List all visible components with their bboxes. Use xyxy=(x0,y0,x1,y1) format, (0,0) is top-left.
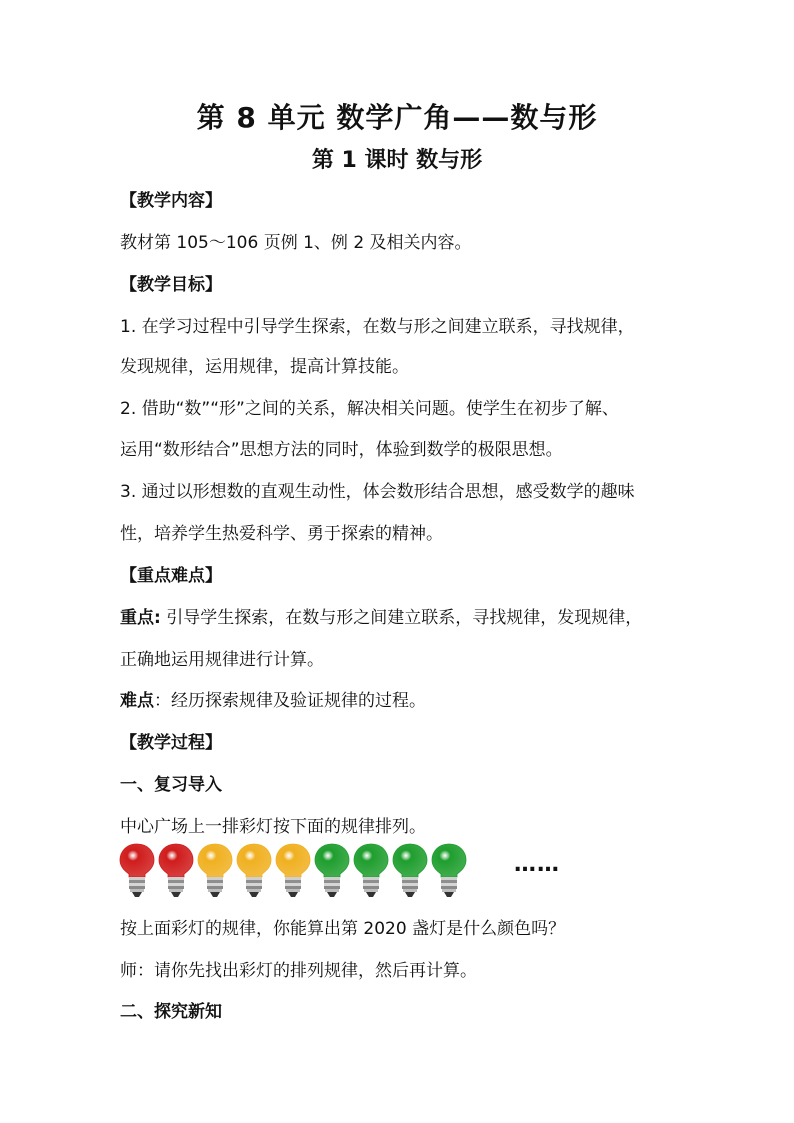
key-point-line-1 xyxy=(120,607,680,629)
light-bulb-icon xyxy=(196,842,234,898)
difficulty-line xyxy=(120,690,680,712)
part-1-text: 中心广场上一排彩灯按下面的规律排列。 xyxy=(120,817,426,837)
process-heading: 【教学过程】 xyxy=(120,733,222,753)
goals-heading: 【教学目标】 xyxy=(120,275,222,295)
content-heading: 【教学内容】 xyxy=(120,191,222,211)
teacher-text: 师：请你先找出彩灯的排列规律，然后再计算。 xyxy=(120,961,477,981)
key-point-label: 重点: xyxy=(120,608,161,628)
goal-3-line-2: 性，培养学生热爱科学、勇于探索的精神。 xyxy=(120,524,443,544)
part-1-heading: 一、复习导入 xyxy=(120,775,222,795)
light-bulb-icon xyxy=(235,842,273,898)
light-bulb-icon xyxy=(391,842,429,898)
key-point-text: 引导学生探索，在数与形之间建立联系，寻找规律，发现规律， xyxy=(160,608,643,628)
goal-1-line-2: 发现规律，运用规律，提高计算技能。 xyxy=(120,357,409,377)
question-text: 按上面彩灯的规律，你能算出第 2020 盏灯是什么颜色吗？ xyxy=(120,919,566,939)
key-point-line-2: 正确地运用规律进行计算。 xyxy=(120,650,324,670)
content-text: 教材第 105～106 页例 1、例 2 及相关内容。 xyxy=(120,233,472,253)
part-2-heading: 二、探究新知 xyxy=(120,1002,222,1022)
goal-1-line-1: 1. 在学习过程中引导学生探索，在数与形之间建立联系，寻找规律， xyxy=(120,317,635,337)
difficulty-label: 难点 xyxy=(120,691,154,711)
page-title: 第 8 单元 数学广角——数与形 xyxy=(196,101,598,134)
goal-3-line-1: 3. 通过以形想数的直观生动性，体会数形结合思想，感受数学的趣味 xyxy=(120,482,635,502)
goal-2-line-2: 运用“数形结合”思想方法的同时，体验到数学的极限思想。 xyxy=(120,440,563,460)
key-points-heading: 【重点难点】 xyxy=(120,566,222,586)
light-bulb-icon xyxy=(352,842,390,898)
lesson-subtitle: 第 1 课时 数与形 xyxy=(311,148,483,173)
light-bulb-icon xyxy=(274,842,312,898)
light-bulb-icon xyxy=(313,842,351,898)
light-bulb-icon xyxy=(157,842,195,898)
goal-2-line-1: 2. 借助“数”“形”之间的关系，解决相关问题。使学生在初步了解、 xyxy=(120,399,619,419)
light-bulb-icon xyxy=(430,842,468,898)
ellipsis-dots: …… xyxy=(514,852,560,877)
light-bulb-icon xyxy=(118,842,156,898)
difficulty-text: ：经历探索规律及验证规律的过程。 xyxy=(154,691,426,711)
